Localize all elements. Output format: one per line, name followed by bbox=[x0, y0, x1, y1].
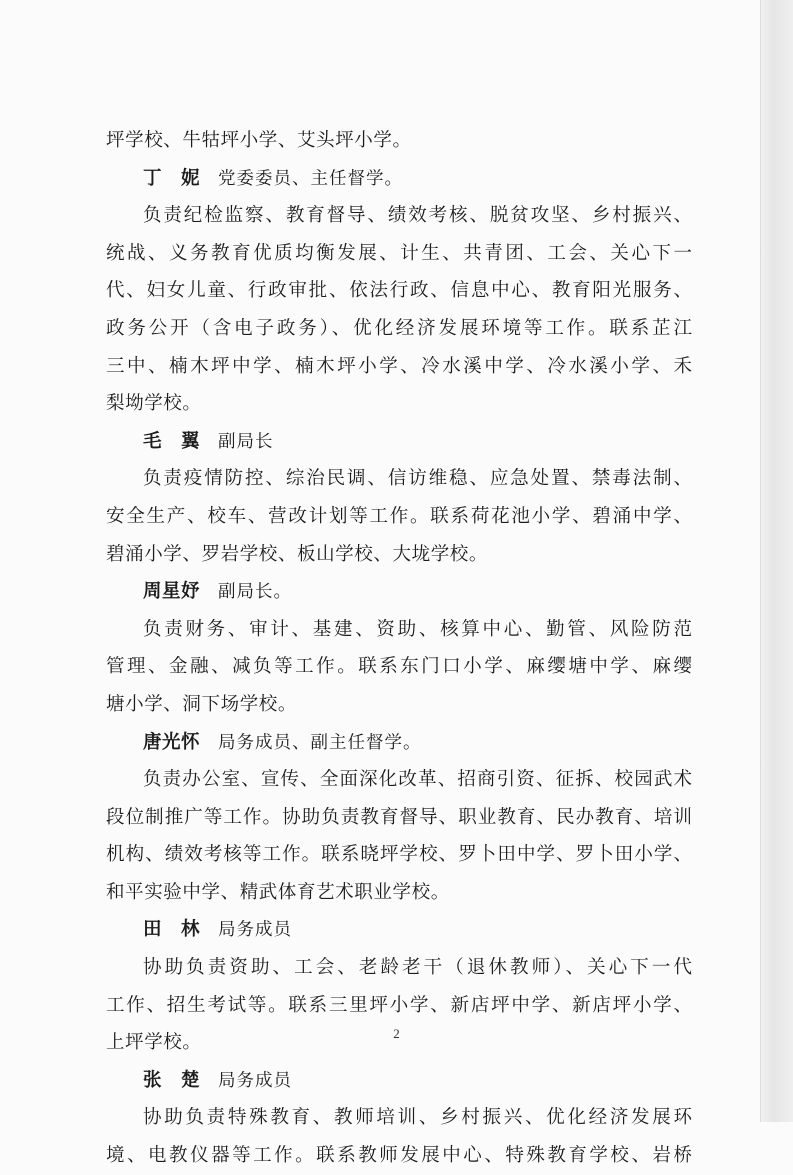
text-line: 协助负责资助、工会、老龄老干（退休教师）、关心下一代 bbox=[143, 957, 692, 979]
person-heading bbox=[106, 160, 692, 198]
text-line: 统战、义务教育优质均衡发展、计生、共青团、工会、关心下一 bbox=[106, 242, 692, 264]
text-line: 代、妇女儿童、行政审批、依法行政、信息中心、教育阳光服务、 bbox=[106, 280, 692, 302]
document-body bbox=[106, 122, 692, 1175]
text-line: 上坪学校。 bbox=[106, 1032, 202, 1054]
person-heading bbox=[106, 724, 692, 762]
person-name: 唐光怀 bbox=[143, 731, 201, 753]
page-number: 2 bbox=[393, 1026, 400, 1041]
text-line: 境、电教仪器等工作。联系教师发展中心、特殊教育学校、岩桥 bbox=[106, 1145, 692, 1167]
person-role: 局务成员、副主任督学。 bbox=[218, 732, 422, 753]
person-role: 局务成员 bbox=[218, 1070, 293, 1091]
text-line: 碧涌小学、罗岩学校、板山学校、大垅学校。 bbox=[106, 543, 489, 565]
text-line: 坪学校、牛牯坪小学、艾头坪小学。 bbox=[106, 130, 412, 151]
text-line: 负责疫情防控、综治民调、信访维稳、应急处置、禁毒法制、 bbox=[143, 468, 692, 490]
person-name: 毛 翼 bbox=[143, 430, 201, 452]
person-heading bbox=[106, 1062, 692, 1100]
person-name: 田 林 bbox=[143, 919, 201, 941]
text-line: 协助负责特殊教育、教师培训、乡村振兴、优化经济发展环 bbox=[143, 1107, 692, 1129]
text-line: 安全生产、校车、营改计划等工作。联系荷花池小学、碧涌中学、 bbox=[106, 505, 692, 527]
person-heading bbox=[106, 573, 692, 611]
person-name: 周星妤 bbox=[143, 581, 201, 603]
text-line: 机构、绩效考核等工作。联系晓坪学校、罗卜田中学、罗卜田小学、 bbox=[106, 844, 692, 866]
person-heading bbox=[106, 423, 692, 461]
text-line: 和平实验中学、精武体育艺术职业学校。 bbox=[106, 881, 450, 903]
text-line: 梨坳学校。 bbox=[106, 393, 202, 415]
text-line: 负责财务、审计、基建、资助、核算中心、勤管、风险防范 bbox=[143, 618, 692, 640]
text-line: 负责纪检监察、教育督导、绩效考核、脱贫攻坚、乡村振兴、 bbox=[143, 205, 692, 227]
text-line: 塘小学、洞下场学校。 bbox=[106, 693, 298, 715]
text-line: 工作、招生考试等。联系三里坪小学、新店坪中学、新店坪小学、 bbox=[106, 994, 692, 1016]
text-line: 三中、楠木坪中学、楠木坪小学、冷水溪中学、冷水溪小学、禾 bbox=[106, 355, 692, 377]
person-role: 局务成员 bbox=[218, 920, 293, 941]
person-role: 副局长 bbox=[218, 431, 274, 452]
text-line: 管理、金融、减负等工作。联系东门口小学、麻缨塘中学、麻缨 bbox=[106, 656, 692, 678]
person-heading bbox=[106, 911, 692, 949]
person-role: 党委委员、主任督学。 bbox=[218, 168, 404, 189]
person-name: 张 楚 bbox=[143, 1069, 201, 1091]
text-line: 段位制推广等工作。协助负责教育督导、职业教育、民办教育、培训 bbox=[106, 806, 692, 828]
text-line: 负责办公室、宣传、全面深化改革、招商引资、征拆、校园武术 bbox=[143, 769, 692, 791]
person-name: 丁 妮 bbox=[143, 167, 201, 189]
person-role: 副局长。 bbox=[218, 582, 293, 603]
text-line: 政务公开（含电子政务）、优化经济发展环境等工作。联系芷江 bbox=[106, 317, 692, 339]
scan-page-edge bbox=[760, 0, 793, 1122]
